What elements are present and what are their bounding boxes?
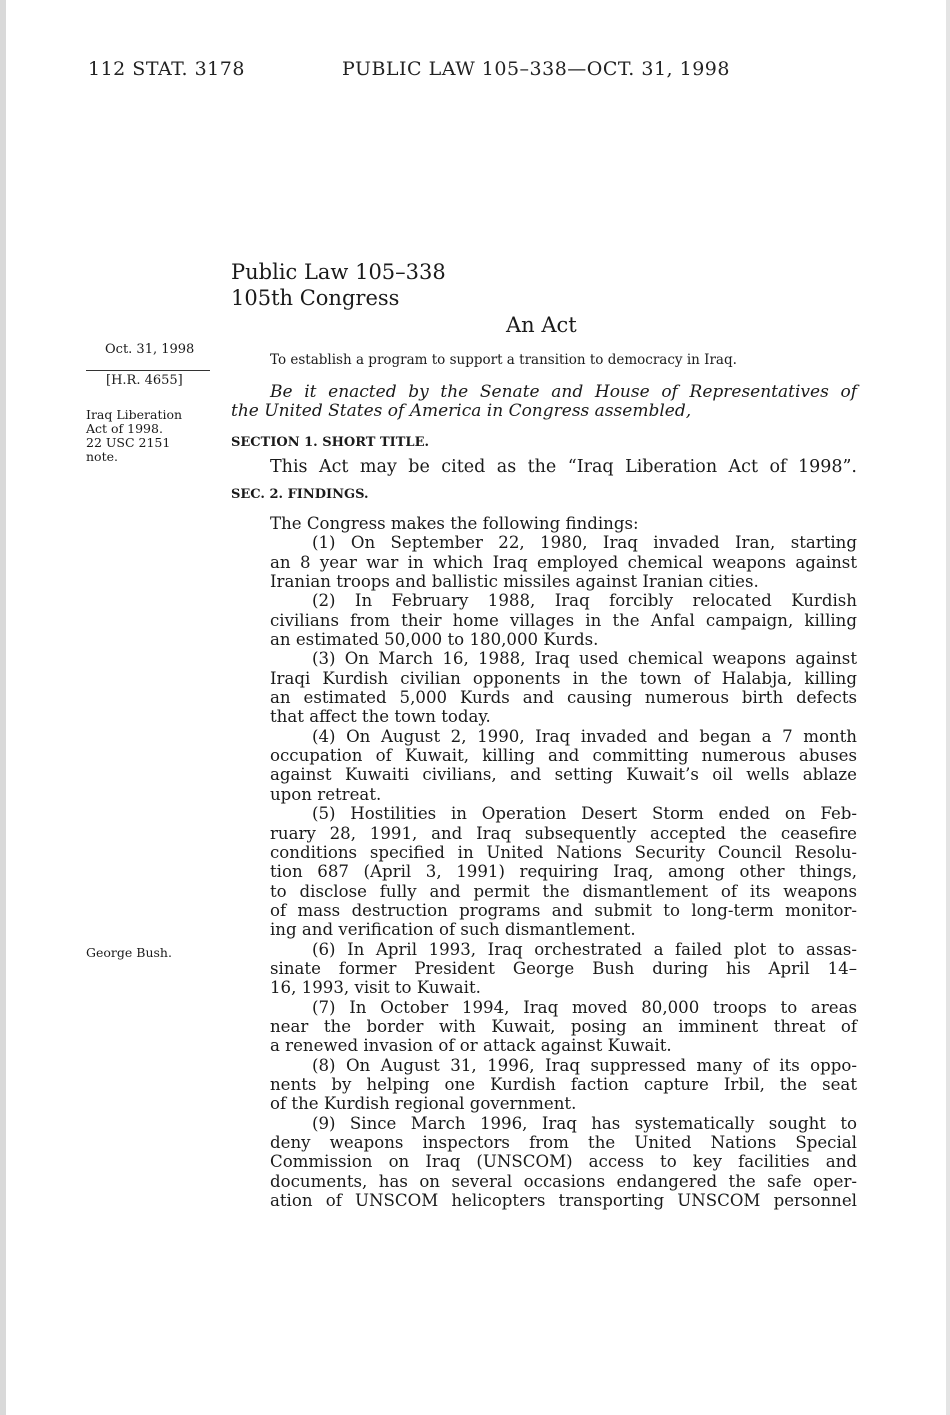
finding-8 <box>270 1056 857 1114</box>
finding-line: Iranian troops and ballistic missiles against Iranian cities. <box>270 572 759 592</box>
finding-line: to disclose fully and permit the dismantlement of its weapons <box>270 881 857 901</box>
finding-line: of mass destruction programs and submit to long-term monitor- <box>270 900 857 920</box>
margin-note-line: note. <box>86 449 118 464</box>
findings-intro: The Congress makes the following findings: <box>270 514 639 533</box>
scan-edge <box>0 0 6 1415</box>
finding-line: (7) In October 1994, Iraq moved 80,000 troops to areas <box>312 997 857 1017</box>
finding-line: ruary 28, 1991, and Iraq subsequently accepted the ceasefire <box>270 823 857 843</box>
finding-2 <box>270 591 857 649</box>
finding-line: (3) On March 16, 1988, Iraq used chemical weapons against <box>312 649 857 669</box>
finding-line: Commission on Iraq (UNSCOM) access to key facilities and <box>270 1152 857 1172</box>
finding-line: Iraqi Kurdish civilian opponents in the town of Halabja, killing <box>270 668 857 688</box>
enacting-clause <box>231 383 857 421</box>
finding-line: (8) On August 31, 1996, Iraq suppressed many of its oppo- <box>312 1055 857 1075</box>
finding-line: (5) Hostilities in Operation Desert Storm ended on Feb- <box>312 804 857 824</box>
finding-1 <box>270 533 857 591</box>
finding-line: conditions specified in United Nations Security Council Resolu- <box>270 842 857 862</box>
finding-5 <box>270 804 857 939</box>
margin-note-line: Act of 1998. <box>86 421 163 436</box>
finding-9 <box>270 1114 857 1211</box>
scan-edge-right <box>946 0 950 1415</box>
finding-line: (1) On September 22, 1980, Iraq invaded Iran, starting <box>312 533 857 553</box>
finding-line: an estimated 50,000 to 180,000 Kurds. <box>270 630 599 650</box>
finding-line: against Kuwaiti civilians, and setting Kuwait’s oil wells ablaze <box>270 765 857 785</box>
finding-line: (2) In February 1988, Iraq forcibly relocated Kurdish <box>312 591 857 611</box>
finding-line: near the border with Kuwait, posing an imminent threat of <box>270 1016 857 1036</box>
enacting-line: Be it enacted by the Senate and House of Representatives of <box>270 382 857 402</box>
findings-body <box>270 514 857 1210</box>
finding-line: tion 687 (April 3, 1991) requiring Iraq, among other things, <box>270 862 857 882</box>
finding-line: that affect the town today. <box>270 707 491 727</box>
margin-short-title-note <box>86 408 182 464</box>
finding-line: of the Kurdish regional government. <box>270 1094 577 1114</box>
finding-line: (9) Since March 1996, Iraq has systematically sought to <box>312 1113 857 1133</box>
finding-line: nents by helping one Kurdish faction capture Irbil, the seat <box>270 1074 857 1094</box>
finding-line: an 8 year war in which Iraq employed chemical weapons against <box>270 552 857 572</box>
finding-7 <box>270 998 857 1056</box>
finding-line: civilians from their home villages in the Anfal campaign, killing <box>270 610 857 630</box>
finding-line: documents, has on several occasions endangered the safe oper- <box>270 1171 857 1191</box>
section1-line: This Act may be cited as the “Iraq Liberation Act of 1998”. <box>270 457 857 477</box>
margin-date: Oct. 31, 1998 <box>105 342 195 357</box>
finding-line: an estimated 5,000 Kurds and causing numerous birth defects <box>270 688 857 708</box>
margin-note-line: 22 USC 2151 <box>86 435 171 450</box>
finding-line: ing and verification of such dismantlement. <box>270 920 636 940</box>
act-heading: An Act <box>506 313 577 337</box>
margin-bill-number: [H.R. 4655] <box>106 373 183 388</box>
congress-number: 105th Congress <box>231 286 400 310</box>
finding-line: upon retreat. <box>270 784 382 804</box>
law-number: Public Law 105–338 <box>231 260 446 284</box>
act-purpose: To establish a program to support a transition to democracy in Iraq. <box>270 352 737 368</box>
finding-4 <box>270 727 857 804</box>
finding-line: (4) On August 2, 1990, Iraq invaded and began a 7 month <box>312 726 857 746</box>
finding-line: (6) In April 1993, Iraq orchestrated a failed plot to assas- <box>312 939 857 959</box>
finding-line: sinate former President George Bush during his April 14– <box>270 958 857 978</box>
finding-line: deny weapons inspectors from the United Nations Special <box>270 1133 857 1152</box>
page-reference: 112 STAT. 3178 <box>88 58 245 80</box>
section2-heading: SEC. 2. FINDINGS. <box>231 487 369 502</box>
margin-note-line: Iraq Liberation <box>86 407 183 422</box>
section1-text <box>270 458 857 477</box>
finding-6 <box>270 940 857 998</box>
margin-divider <box>86 370 210 371</box>
finding-3 <box>270 649 857 726</box>
finding-line: a renewed invasion of or attack against Kuwait. <box>270 1036 672 1056</box>
enacting-line: the United States of America in Congress assembled, <box>231 401 692 421</box>
finding-line: 16, 1993, visit to Kuwait. <box>270 978 481 998</box>
finding-line: occupation of Kuwait, killing and committing numerous abuses <box>270 746 857 766</box>
running-title: PUBLIC LAW 105–338—OCT. 31, 1998 <box>342 58 730 80</box>
margin-bush-note: George Bush. <box>86 945 172 960</box>
finding-line: ation of UNSCOM helicopters transporting UNSCOM personnel <box>270 1191 857 1211</box>
section1-heading: SECTION 1. SHORT TITLE. <box>231 435 430 450</box>
